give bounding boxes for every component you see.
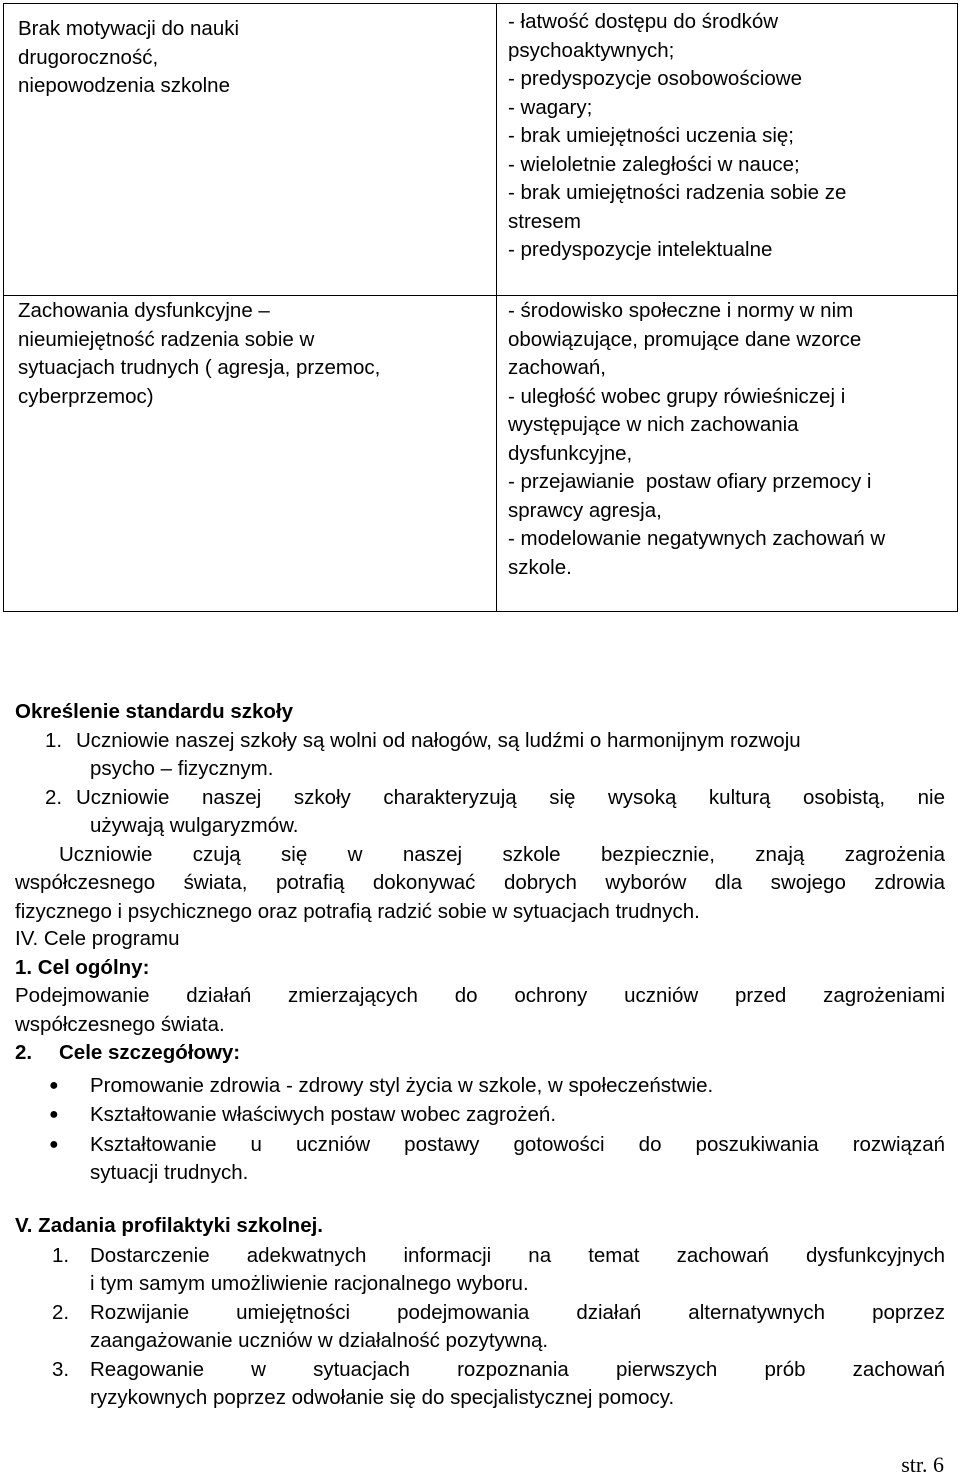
paragraph-line: fizycznego i psychicznego oraz potrafią radzić sobie w sytuacjach trudnych. — [15, 899, 700, 923]
table-cell-factors — [497, 4, 958, 296]
cell-line: - brak umiejętności radzenia sobie ze — [508, 181, 847, 204]
bullet-text: Kształtowanie u uczniów postawy gotowości do poszukiwania rozwiązań — [90, 1132, 945, 1156]
item-text: Uczniowie naszej szkoły są wolni od nałogów, są ludźmi o harmonijnym rozwoju — [76, 728, 801, 752]
cell-line: sprawcy agresja, — [508, 498, 662, 522]
list-item — [15, 1299, 945, 1356]
tasks-heading: V. Zadania profilaktyki szkolnej. — [15, 1214, 323, 1237]
page-number: str. 6 — [901, 1452, 944, 1477]
cell-line: - brak umiejętności uczenia się; — [508, 124, 794, 147]
table-cell-problem — [4, 296, 497, 612]
table-row — [4, 296, 958, 612]
item-number: 1. — [52, 1243, 70, 1267]
list-item — [15, 784, 945, 841]
item-number: 2. — [52, 1300, 70, 1324]
program-section — [15, 925, 945, 1188]
item-text: zaangażowanie uczniów w działalność pozytywną. — [90, 1329, 549, 1352]
item-number: 1. — [45, 728, 63, 752]
cell-line: Brak motywacji do nauki — [18, 17, 240, 40]
standard-heading: Określenie standardu szkoły — [15, 700, 294, 723]
table-row — [4, 4, 958, 296]
cell-line: - łatwość dostępu do środków — [508, 10, 779, 33]
goal-text: Podejmowanie działań zmierzających do ochrony uczniów przed zagrożeniami — [15, 984, 945, 1007]
item-text: Uczniowie naszej szkoły charakteryzują się wysoką kulturą osobistą, nie — [76, 785, 945, 809]
standard-section — [15, 698, 945, 926]
item-text: używają wulgaryzmów. — [90, 814, 299, 837]
item-text: Dostarczenie adekwatnych informacji na temat zachowań dysfunkcyjnych — [90, 1243, 945, 1267]
bullet-text: Promowanie zdrowia - zdrowy styl życia w szkole, w społeczeństwie. — [90, 1073, 714, 1097]
item-text: Reagowanie w sytuacjach rozpoznania pierwszych prób zachowań — [90, 1357, 945, 1381]
bullet-text: Kształtowanie właściwych postaw wobec zagrożeń. — [90, 1103, 557, 1126]
list-item — [15, 1356, 945, 1413]
specific-goals-heading — [15, 1039, 945, 1068]
cell-line: - wieloletnie zaległości w nauce; — [508, 152, 800, 176]
item-text: Rozwijanie umiejętności podejmowania działań alternatywnych poprzez — [90, 1300, 945, 1324]
cell-line: nieumiejętność radzenia sobie w — [18, 327, 315, 351]
cell-line: - predyspozycje intelektualne — [508, 238, 773, 261]
cell-line: - modelowanie negatywnych zachowań w — [508, 527, 886, 550]
item-text: i tym samym umożliwienie racjonalnego wyboru. — [90, 1272, 529, 1295]
list-item — [15, 1101, 945, 1130]
cell-line: sytuacjach trudnych ( agresja, przemoc, — [18, 356, 381, 379]
item-text: ryzykownych poprzez odwołanie się do specjalistycznej pomocy. — [90, 1386, 675, 1409]
bullet-text: sytuacji trudnych. — [90, 1161, 249, 1184]
cell-line: obowiązujące, promujące dane wzorce — [508, 327, 862, 351]
section-heading: IV. Cele programu — [15, 927, 180, 950]
bullet-icon: ● — [49, 1135, 59, 1153]
cell-line: - predyspozycje osobowościowe — [508, 67, 802, 90]
paragraph-line: Uczniowie czują się w naszej szkole bezpiecznie, znają zagrożenia — [59, 842, 945, 866]
goal-text: współczesnego świata. — [15, 1012, 225, 1036]
cell-line: zachowań, — [508, 356, 607, 379]
cell-line: cyberprzemoc) — [18, 384, 154, 408]
cell-line: niepowodzenia szkolne — [18, 74, 230, 97]
list-item — [15, 1072, 945, 1101]
cell-line: - uległość wobec grupy rówieśniczej i — [508, 384, 846, 408]
item-text: psycho – fizycznym. — [90, 757, 274, 780]
item-number: 3. — [52, 1357, 70, 1381]
list-item — [15, 727, 945, 784]
cell-line: stresem — [508, 209, 581, 233]
table-cell-factors — [497, 296, 958, 612]
specific-number: 2. — [15, 1041, 33, 1064]
cell-line: dysfunkcyjne, — [508, 441, 633, 465]
cell-line: - wagary; — [508, 95, 593, 119]
tasks-section — [15, 1212, 945, 1413]
cell-line: - przejawianie postaw ofiary przemocy i — [508, 470, 872, 493]
table-cell-problem — [4, 4, 497, 296]
cell-line: szkole. — [508, 555, 572, 579]
specific-heading: Cele szczegółowy: — [59, 1041, 241, 1064]
list-item — [15, 1242, 945, 1299]
cell-line: psychoaktywnych; — [508, 38, 675, 62]
goal-heading: 1. Cel ogólny: — [15, 955, 150, 979]
cell-line: drugoroczność, — [18, 45, 159, 69]
list-item — [15, 1131, 945, 1188]
risk-factors-table — [3, 3, 958, 612]
cell-line: - środowisko społeczne i normy w nim — [508, 299, 854, 322]
bullet-icon: ● — [49, 1076, 59, 1094]
bullet-icon: ● — [49, 1106, 59, 1123]
item-number: 2. — [45, 785, 63, 809]
paragraph-line: współczesnego świata, potrafią dokonywać dobrych wyborów dla swojego zdrowia — [15, 871, 945, 894]
cell-line: Zachowania dysfunkcyjne – — [18, 299, 270, 322]
cell-line: występujące w nich zachowania — [508, 413, 799, 436]
